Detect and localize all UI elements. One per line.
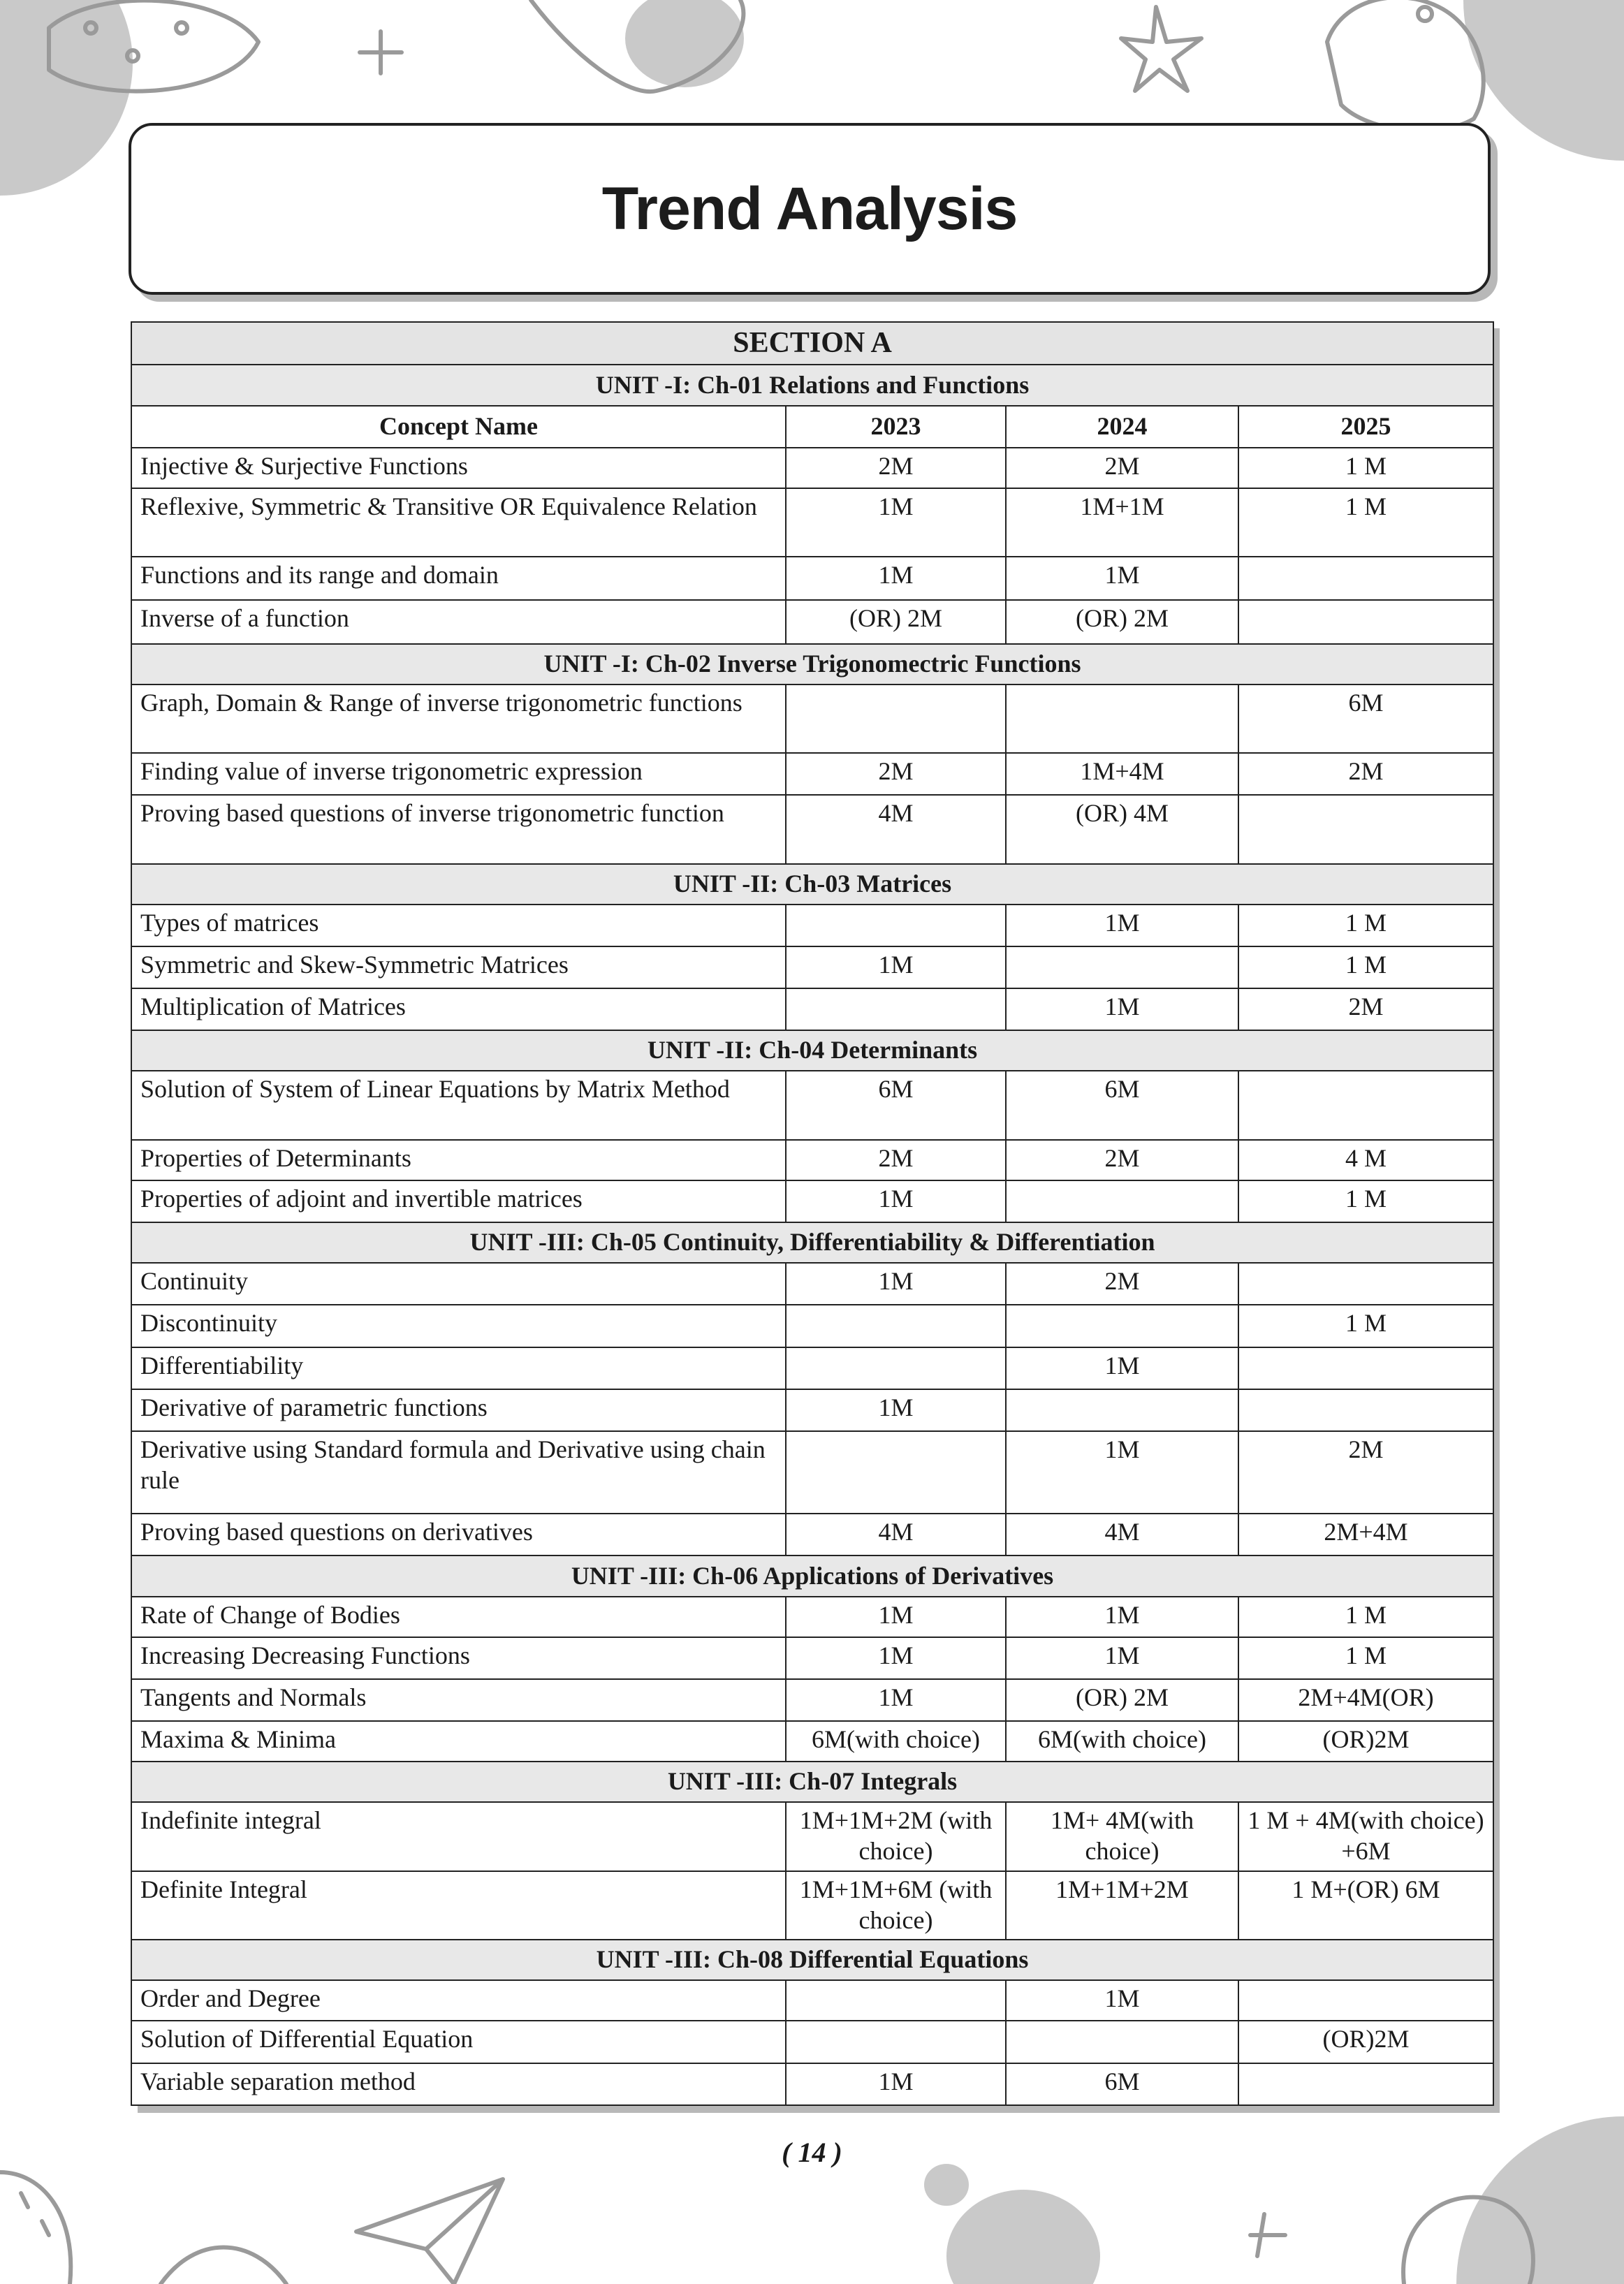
table-row [131, 905, 1493, 946]
concept-cell: Order and Degree [131, 1980, 786, 2021]
unit-title: UNIT -III: Ch-06 Applications of Derivatives [131, 1555, 1493, 1596]
table-row [131, 795, 1493, 863]
marks-cell-2023 [786, 1347, 1006, 1389]
unit-row [131, 864, 1493, 905]
table-row [131, 946, 1493, 988]
table-row [131, 685, 1493, 753]
table-row [131, 557, 1493, 600]
marks-cell-2024: (OR) 2M [1006, 1679, 1238, 1721]
concept-cell: Variable separation method [131, 2063, 786, 2105]
marks-cell-2023: 1M [786, 1263, 1006, 1305]
table-row [131, 1347, 1493, 1389]
marks-cell-2024: 2M [1006, 1140, 1238, 1180]
marks-cell-2024: (OR) 4M [1006, 795, 1238, 863]
marks-cell-2025: 1 M + 4M(with choice) +6M [1238, 1802, 1493, 1871]
unit-row [131, 1555, 1493, 1596]
table-row [131, 1802, 1493, 1871]
marks-cell-2024: 1M [1006, 1637, 1238, 1679]
page-title: Trend Analysis [601, 175, 1018, 242]
marks-cell-2025: 1 M [1238, 1637, 1493, 1679]
unit-row [131, 1762, 1493, 1802]
marks-cell-2025 [1238, 557, 1493, 600]
unit-title: UNIT -III: Ch-08 Differential Equations [131, 1940, 1493, 1980]
marks-cell-2023: 6M(with choice) [786, 1721, 1006, 1762]
marks-cell-2025: 2M [1238, 1431, 1493, 1514]
concept-cell: Rate of Change of Bodies [131, 1597, 786, 1637]
marks-cell-2023: 1M [786, 1597, 1006, 1637]
table-row [131, 1431, 1493, 1514]
marks-cell-2024 [1006, 1180, 1238, 1222]
marks-cell-2025: 6M [1238, 685, 1493, 753]
marks-cell-2024: 6M [1006, 2063, 1238, 2105]
marks-cell-2023: 2M [786, 753, 1006, 795]
blob-bottom-mid [946, 2190, 1100, 2284]
marks-cell-2024: 1M+1M+2M [1006, 1871, 1238, 1940]
marks-cell-2024: 2M [1006, 448, 1238, 488]
marks-cell-2024: 2M [1006, 1263, 1238, 1305]
marks-cell-2025 [1238, 1071, 1493, 1139]
trend-table [131, 321, 1494, 2106]
unit-row [131, 1222, 1493, 1263]
trend-table-body [131, 322, 1493, 2105]
plus-doodle [360, 31, 402, 73]
concept-cell: Inverse of a function [131, 600, 786, 643]
marks-cell-2025 [1238, 1347, 1493, 1389]
marks-cell-2025 [1238, 2063, 1493, 2105]
marks-cell-2024 [1006, 1389, 1238, 1431]
bottom-left-doodle [0, 2172, 71, 2284]
marks-cell-2023: 1M [786, 1679, 1006, 1721]
sparkle-doodle [1250, 2214, 1285, 2256]
marks-cell-2023: 1M [786, 1389, 1006, 1431]
star-doodle [1121, 7, 1201, 91]
concept-cell: Functions and its range and domain [131, 557, 786, 600]
table-row [131, 1305, 1493, 1347]
marks-cell-2023: 1M [786, 1637, 1006, 1679]
concept-cell: Tangents and Normals [131, 1679, 786, 1721]
planet-doodle [49, 1, 258, 91]
marks-cell-2025: 2M+4M [1238, 1514, 1493, 1555]
marks-cell-2024: 1M+1M [1006, 488, 1238, 557]
marks-cell-2023: 6M [786, 1071, 1006, 1139]
table-row [131, 1180, 1493, 1222]
section-row [131, 322, 1493, 365]
header-concept-name: Concept Name [131, 406, 786, 448]
marks-cell-2023 [786, 1431, 1006, 1514]
marks-cell-2023 [786, 1980, 1006, 2021]
marks-cell-2023: 4M [786, 1514, 1006, 1555]
unit-title: UNIT -III: Ch-07 Integrals [131, 1762, 1493, 1802]
table-row [131, 1637, 1493, 1679]
unit-row [131, 1940, 1493, 1980]
table-row [131, 753, 1493, 795]
marks-cell-2023 [786, 905, 1006, 946]
concept-cell: Symmetric and Skew-Symmetric Matrices [131, 946, 786, 988]
marks-cell-2025: 2M+4M(OR) [1238, 1679, 1493, 1721]
marks-cell-2025: 4 M [1238, 1140, 1493, 1180]
marks-cell-2025: 1 M [1238, 1180, 1493, 1222]
unit-title: UNIT -II: Ch-04 Determinants [131, 1030, 1493, 1071]
concept-cell: Maxima & Minima [131, 1721, 786, 1762]
marks-cell-2025 [1238, 600, 1493, 643]
concept-cell: Properties of Determinants [131, 1140, 786, 1180]
marks-cell-2025: 2M [1238, 753, 1493, 795]
rocket-doodle [531, 0, 743, 91]
marks-cell-2024: 6M(with choice) [1006, 1721, 1238, 1762]
marks-cell-2024: 1M [1006, 988, 1238, 1030]
robot-bottom-doodle [1403, 2197, 1533, 2284]
table-row [131, 600, 1493, 643]
table-row [131, 1140, 1493, 1180]
table-row [131, 1980, 1493, 2021]
marks-cell-2024: 1M [1006, 905, 1238, 946]
table-row [131, 2021, 1493, 2063]
marks-cell-2023: 1M+1M+2M (with choice) [786, 1802, 1006, 1871]
marks-cell-2025: 1 M [1238, 905, 1493, 946]
marks-cell-2025: 1 M [1238, 1305, 1493, 1347]
marks-cell-2023: 1M [786, 557, 1006, 600]
marks-cell-2024 [1006, 946, 1238, 988]
concept-cell: Increasing Decreasing Functions [131, 1637, 786, 1679]
concept-cell: Multiplication of Matrices [131, 988, 786, 1030]
header-year-2024: 2024 [1006, 406, 1238, 448]
marks-cell-2023: 2M [786, 448, 1006, 488]
blob-top-center [625, 0, 744, 87]
marks-cell-2025 [1238, 1263, 1493, 1305]
unit-title: UNIT -I: Ch-02 Inverse Trigonomectric Functions [131, 644, 1493, 685]
concept-cell: Graph, Domain & Range of inverse trigonometric functions [131, 685, 786, 753]
marks-cell-2025: 1 M [1238, 448, 1493, 488]
marks-cell-2023: (OR) 2M [786, 600, 1006, 643]
marks-cell-2024: 1M [1006, 1347, 1238, 1389]
concept-cell: Proving based questions on derivatives [131, 1514, 786, 1555]
marks-cell-2025: 1 M+(OR) 6M [1238, 1871, 1493, 1940]
table-row [131, 2063, 1493, 2105]
marks-cell-2023: 1M [786, 946, 1006, 988]
table-row [131, 1263, 1493, 1305]
concept-cell: Solution of System of Linear Equations by Matrix Method [131, 1071, 786, 1139]
marks-cell-2023: 1M [786, 2063, 1006, 2105]
table-row [131, 488, 1493, 557]
marks-cell-2025: 1 M [1238, 488, 1493, 557]
marks-cell-2025: 2M [1238, 988, 1493, 1030]
concept-cell: Derivative of parametric functions [131, 1389, 786, 1431]
trend-table-container [131, 321, 1493, 2106]
table-row [131, 1679, 1493, 1721]
marks-cell-2024: 6M [1006, 1071, 1238, 1139]
marks-cell-2023: 1M+1M+6M (with choice) [786, 1871, 1006, 1940]
marks-cell-2023 [786, 2021, 1006, 2063]
marks-cell-2025 [1238, 1389, 1493, 1431]
marks-cell-2023 [786, 988, 1006, 1030]
marks-cell-2025: (OR)2M [1238, 2021, 1493, 2063]
unit-row [131, 644, 1493, 685]
header-year-2023: 2023 [786, 406, 1006, 448]
bottom-wave-doodle [161, 2248, 286, 2284]
concept-cell: Injective & Surjective Functions [131, 448, 786, 488]
table-row [131, 1871, 1493, 1940]
marks-cell-2024: 1M [1006, 1597, 1238, 1637]
table-row [131, 988, 1493, 1030]
page-number: ( 14 ) [782, 2137, 842, 2168]
concept-cell: Discontinuity [131, 1305, 786, 1347]
marks-cell-2024: 1M+ 4M(with choice) [1006, 1802, 1238, 1871]
unit-row [131, 365, 1493, 405]
concept-cell: Reflexive, Symmetric & Transitive OR Equivalence Relation [131, 488, 786, 557]
unit-title: UNIT -I: Ch-01 Relations and Functions [131, 365, 1493, 405]
paper-plane-doodle [356, 2179, 503, 2284]
concept-cell: Continuity [131, 1263, 786, 1305]
concept-cell: Properties of adjoint and invertible matrices [131, 1180, 786, 1222]
table-row [131, 1389, 1493, 1431]
marks-cell-2024: (OR) 2M [1006, 600, 1238, 643]
concept-cell: Definite Integral [131, 1871, 786, 1940]
concept-cell: Proving based questions of inverse trigonometric function [131, 795, 786, 863]
marks-cell-2024: 4M [1006, 1514, 1238, 1555]
marks-cell-2025: 1 M [1238, 1597, 1493, 1637]
marks-cell-2023 [786, 1305, 1006, 1347]
table-row [131, 1597, 1493, 1637]
marks-cell-2024 [1006, 685, 1238, 753]
table-row [131, 1071, 1493, 1139]
marks-cell-2024 [1006, 1305, 1238, 1347]
concept-cell: Finding value of inverse trigonometric expression [131, 753, 786, 795]
table-row [131, 448, 1493, 488]
blob-bottom-center [924, 2164, 969, 2206]
marks-cell-2025 [1238, 795, 1493, 863]
concept-cell: Indefinite integral [131, 1802, 786, 1871]
section-title: SECTION A [131, 322, 1493, 365]
marks-cell-2024: 1M [1006, 1980, 1238, 2021]
header-row [131, 406, 1493, 448]
marks-cell-2023: 1M [786, 1180, 1006, 1222]
table-row [131, 1514, 1493, 1555]
marks-cell-2024: 1M [1006, 1431, 1238, 1514]
marks-cell-2025 [1238, 1980, 1493, 2021]
corner-blob-top-left [0, 0, 133, 196]
unit-row [131, 1030, 1493, 1071]
marks-cell-2023: 1M [786, 488, 1006, 557]
marks-cell-2024 [1006, 2021, 1238, 2063]
concept-cell: Differentiability [131, 1347, 786, 1389]
marks-cell-2023: 4M [786, 795, 1006, 863]
marks-cell-2023 [786, 685, 1006, 753]
unit-title: UNIT -II: Ch-03 Matrices [131, 864, 1493, 905]
concept-cell: Solution of Differential Equation [131, 2021, 786, 2063]
marks-cell-2025: (OR)2M [1238, 1721, 1493, 1762]
concept-cell: Types of matrices [131, 905, 786, 946]
marks-cell-2023: 2M [786, 1140, 1006, 1180]
table-row [131, 1721, 1493, 1762]
concept-cell: Derivative using Standard formula and Derivative using chain rule [131, 1431, 786, 1514]
marks-cell-2024: 1M [1006, 557, 1238, 600]
robot-doodle [1327, 0, 1484, 131]
unit-title: UNIT -III: Ch-05 Continuity, Differentiability & Differentiation [131, 1222, 1493, 1263]
header-year-2025: 2025 [1238, 406, 1493, 448]
title-box [129, 123, 1491, 295]
marks-cell-2024: 1M+4M [1006, 753, 1238, 795]
marks-cell-2025: 1 M [1238, 946, 1493, 988]
